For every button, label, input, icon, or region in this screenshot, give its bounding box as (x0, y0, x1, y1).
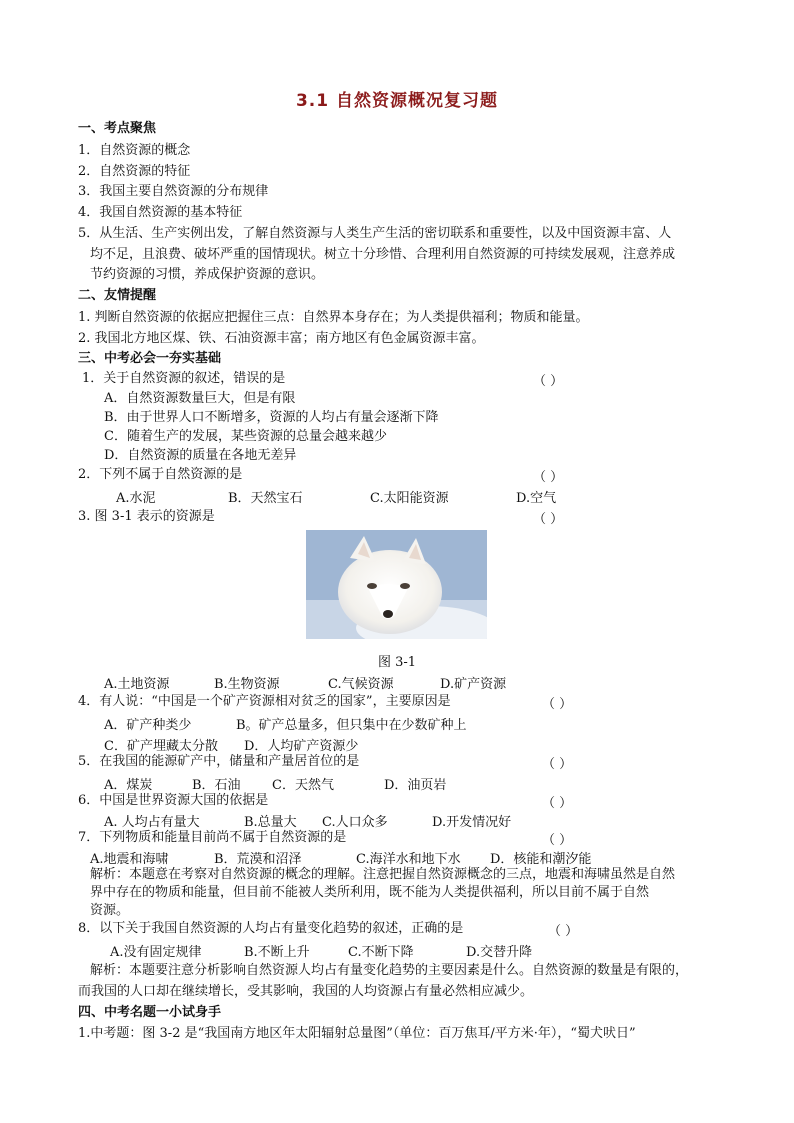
question-6-option-a: A. 人均占有量大 (104, 815, 200, 830)
question-3-option-c: C.气候资源 (328, 677, 394, 692)
question-3-option-b: B.生物资源 (214, 677, 280, 692)
question-7-option-b: B．荒漠和沼泽 (214, 852, 302, 867)
question-2-option-a: A.水泥 (116, 491, 156, 506)
question-4-option-b: B。矿产总量多，但只集中在少数矿种上 (236, 718, 467, 733)
question-5-stem: 5．在我国的能源矿产中，储量和产量居首位的是 (78, 754, 360, 769)
question-4-option-c: C．矿产埋藏太分散 (104, 739, 218, 754)
question-6-option-d: D.开发情况好 (432, 815, 512, 830)
section2-item-2: 2. 我国北方地区煤、铁、石油资源丰富；南方地区有色金属资源丰富。 (78, 331, 485, 346)
question-2-option-d: D.空气 (516, 491, 557, 506)
question-7-analysis-line-3: 资源。 (90, 903, 130, 918)
question-6-option-c: C.人口众多 (322, 815, 388, 830)
question-2-answer-bracket: （ ） (533, 470, 564, 485)
question-8-analysis-line-2: 而我国的人口却在继续增长，受其影响，我国的人均资源占有量必然相应减少。 (78, 984, 534, 999)
question-1-option-c: C．随着生产的发展，某些资源的总量会越来越少 (104, 429, 387, 444)
question-5-option-d: D．油页岩 (384, 778, 447, 793)
arctic-fox-photo (306, 530, 487, 639)
section-heading-4: 四、中考名题一小试身手 (78, 1005, 222, 1020)
question-8-stem: 8．以下关于我国自然资源的人均占有量变化趋势的叙述，正确的是 (78, 921, 464, 936)
question-7-analysis-line-2: 界中存在的物质和能量，但目前不能被人类所利用，既不能为人类提供福利，所以目前不属于自然 (90, 885, 650, 900)
section-heading-3: 三、中考必会一夯实基础 (78, 351, 222, 366)
question-6-option-b: B.总量大 (244, 815, 297, 830)
question-4-answer-bracket: （ ） (542, 697, 573, 712)
question-4-option-d: D．人均矿产资源少 (244, 739, 359, 754)
question-7-option-c: C.海洋水和地下水 (356, 852, 461, 867)
section1-item-5-cont-1: 均不足，且浪费、破坏严重的国情现状。树立十分珍惜、合理利用自然资源的可持续发展观，注意养成 (90, 247, 676, 262)
question-2-stem: 2．下列不属于自然资源的是 (78, 467, 243, 482)
question-7-analysis-line-1: 解析：本题意在考察对自然资源的概念的理解。注意把握自然资源概念的三点，地震和海啸虽然是自然 (90, 867, 676, 882)
question-3-answer-bracket: （ ） (533, 512, 564, 527)
question-8-option-a: A.没有固定规律 (110, 945, 202, 960)
question-8-option-d: D.交替升降 (466, 945, 533, 960)
question-8-option-c: C.不断下降 (348, 945, 414, 960)
question-3-option-a: A.土地资源 (104, 677, 170, 692)
question-2-option-b: B．天然宝石 (228, 491, 303, 506)
section1-item-2: 2．自然资源的特征 (78, 164, 191, 179)
question-7-answer-bracket: （ ） (542, 833, 573, 848)
figure-caption: 图 3-1 (377, 655, 417, 670)
question-7-option-a: A.地震和海啸 (90, 852, 169, 867)
question-1-option-b: B．由于世界人口不断增多，资源的人均占有量会逐渐下降 (104, 410, 439, 425)
question-8-option-b: B.不断上升 (244, 945, 310, 960)
question-4-stem: 4．有人说：“中国是一个矿产资源相对贫乏的国家”，主要原因是 (78, 694, 451, 709)
section1-item-5: 5．从生活、生产实例出发，了解自然资源与人类生产生活的密切联系和重要性，以及中国资源丰富、人 (78, 226, 672, 241)
question-3-option-d: D.矿产资源 (440, 677, 507, 692)
section1-item-3: 3．我国主要自然资源的分布规律 (78, 184, 269, 199)
question-8-answer-bracket: （ ） (548, 924, 579, 939)
question-6-stem: 6．中国是世界资源大国的依据是 (78, 793, 269, 808)
question-2-option-c: C.太阳能资源 (370, 491, 449, 506)
section-heading-2: 二、友情提醒 (78, 288, 157, 303)
section1-item-5-cont-2: 节约资源的习惯，养成保护资源的意识。 (90, 267, 325, 282)
section4-item-1: 1.中考题：图 3-2 是“我国南方地区年太阳辐射总量图”（单位：百万焦耳/平方米·年），“蜀犬吠日” (78, 1026, 636, 1041)
question-1-option-a: A．自然资源数量巨大，但是有限 (104, 391, 296, 406)
question-5-option-a: A．煤炭 (104, 778, 153, 793)
question-6-answer-bracket: （ ） (542, 796, 573, 811)
section1-item-1: 1．自然资源的概念 (78, 143, 191, 158)
question-5-option-c: C．天然气 (272, 778, 334, 793)
question-1-answer-bracket: （ ） (533, 374, 564, 389)
question-7-option-d: D．核能和潮汐能 (490, 852, 592, 867)
section-heading-1: 一、考点聚焦 (78, 121, 157, 136)
question-5-answer-bracket: （ ） (542, 757, 573, 772)
question-4-option-a: A．矿产种类少 (104, 718, 192, 733)
question-3-stem: 3. 图 3-1 表示的资源是 (78, 509, 215, 524)
question-1-stem: 1．关于自然资源的叙述，错误的是 (82, 371, 286, 386)
arctic-fox-illustration (306, 530, 487, 639)
section2-item-1: 1. 判断自然资源的依据应把握住三点：自然界本身存在；为人类提供福利；物质和能量。 (78, 310, 589, 325)
document-title: 3.1 自然资源概况复习题 (295, 91, 499, 111)
question-7-stem: 7．下列物质和能量目前尚不属于自然资源的是 (78, 830, 347, 845)
section1-item-4: 4．我国自然资源的基本特征 (78, 205, 243, 220)
question-1-option-d: D．自然资源的质量在各地无差异 (104, 448, 297, 463)
question-5-option-b: B．石油 (192, 778, 241, 793)
question-8-analysis-line-1: 解析：本题要注意分析影响自然资源人均占有量变化趋势的主要因素是什么。自然资源的数量是有限的， (90, 963, 689, 978)
